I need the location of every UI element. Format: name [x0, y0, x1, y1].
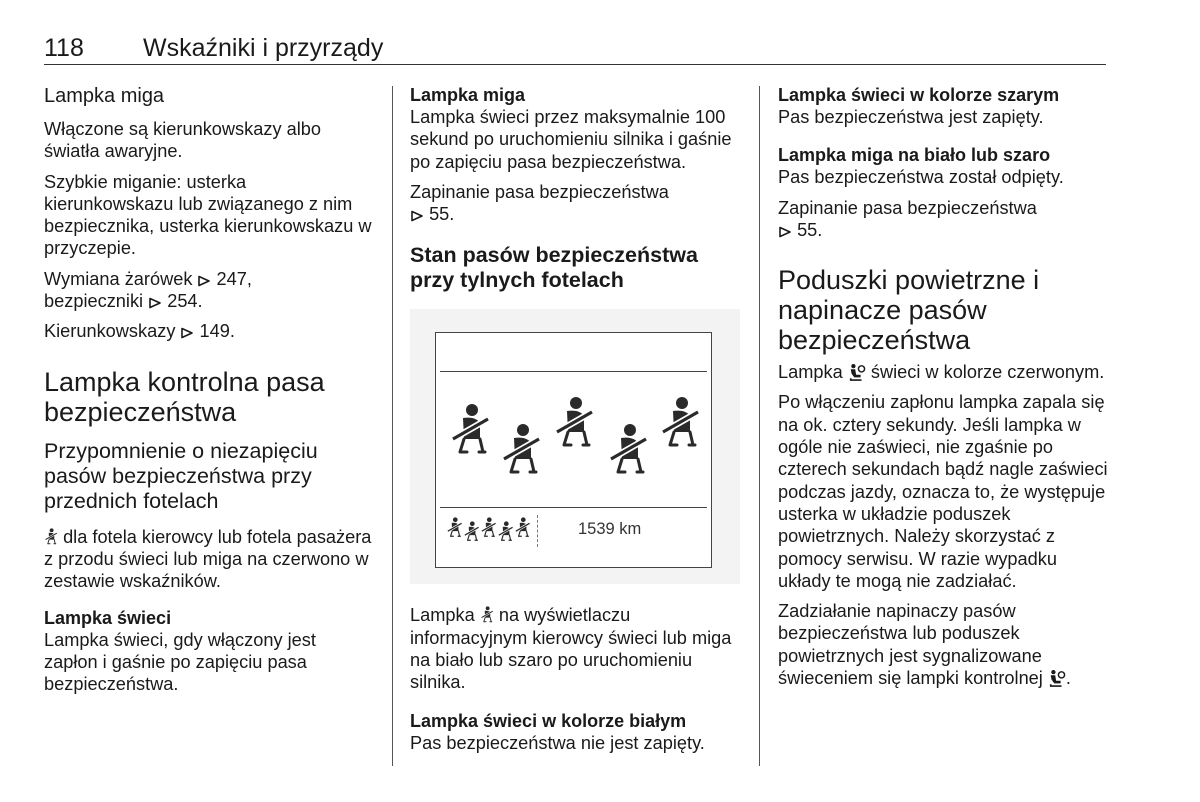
text-airbag-lamp-red: świeci w kolorze czerwonym.	[870, 362, 1105, 383]
section-heading-seatbelt-lamp: Lampka kontrolna pasa bezpieczeństwa	[44, 366, 325, 427]
paragraph-rear-lamp	[410, 604, 745, 693]
page-ref-bulbs[interactable]: 247,	[216, 268, 252, 289]
column-1	[44, 84, 374, 703]
paragraph-belt-unfastened: Pas bezpieczeństwa został odpięty.	[778, 167, 1064, 188]
paragraph-fast-blinking: Szybkie miganie: usterka kierunkowskazu lub związanego z nim bezpiecznika, usterka kierunkowskazu w przyczepie.	[44, 171, 372, 259]
seatbelt-icon	[480, 517, 497, 539]
page-reference-arrow-icon	[148, 296, 162, 310]
seatbelt-icon	[554, 396, 594, 452]
paragraph-lamp-100s: Lampka świeci przez maksymalnie 100 sekund po uruchomieniu silnika i gaśnie po zapięciu pasa bezpieczeństwa.	[410, 107, 732, 172]
paragraph-fasten-seatbelt-ref	[410, 181, 745, 226]
page-reference-arrow-icon	[778, 225, 792, 239]
display-separator-dashed	[537, 515, 538, 547]
paragraph-indicators-on: Włączone są kierunkowskazy albo światła awaryjne.	[44, 119, 321, 162]
page-header	[44, 34, 1106, 65]
text-lamp-label: Lampka	[410, 605, 475, 626]
text-airbag-deployment: Zadziałanie napinaczy pasów bezpieczeństwa lub poduszek powietrznych jest sygnalizowane świeceniem się lampki kontrolnej	[778, 601, 1043, 689]
display-divider-bottom	[440, 507, 707, 508]
link-text-turn-signals: Kierunkowskazy	[44, 321, 176, 342]
paragraph-lamp-lit: Lampka świeci, gdy włączony jest zapłon i gaśnie po zapięciu pasa bezpieczeństwa.	[44, 629, 316, 695]
text-front-seat-lamp: dla fotela kierowcy lub fotela pasażera z przodu świeci lub miga na czerwono w zestawie wskaźników.	[44, 526, 372, 592]
section-heading-airbags: Poduszki powietrzne i napinacze pasów bezpieczeństwa	[778, 265, 1040, 356]
seatbelt-icon	[44, 528, 58, 546]
airbag-icon	[848, 363, 866, 381]
link-text-fuses: bezpieczniki	[44, 291, 144, 312]
seatbelt-icon	[497, 521, 514, 543]
page-ref-turn-signals[interactable]: 149.	[199, 321, 235, 342]
column-3	[778, 84, 1113, 697]
subheading-rear-seat-status: Stan pasów bezpieczeństwa przy tylnych fotelach	[410, 243, 698, 293]
text-rear-lamp: na wyświetlaczu informacyjnym kierowcy świeci lub miga na biało lub szaro po uruchomieniu silnika.	[410, 605, 732, 693]
page-ref-fuses[interactable]: 254.	[167, 291, 203, 312]
subheading-front-seat-reminder: Przypomnienie o niezapięciu pasów bezpieczeństwa przy przednich fotelach	[44, 438, 318, 513]
seatbelt-icon	[463, 521, 480, 543]
page-ref-fasten-seatbelt[interactable]: 55.	[797, 219, 823, 240]
page-reference-arrow-icon	[197, 274, 211, 288]
odometer-readout: 1539 km	[578, 520, 642, 539]
seatbelt-icon	[501, 423, 541, 479]
paragraph-airbag-deployment	[778, 600, 1113, 689]
paragraph-turn-signals-ref	[44, 320, 374, 342]
driver-info-display	[435, 332, 712, 568]
column-2	[410, 84, 745, 762]
link-text-fasten-seatbelt: Zapinanie pasa bezpieczeństwa	[778, 197, 1037, 218]
link-text-bulbs: Wymiana żarówek	[44, 268, 193, 289]
column-divider-2	[759, 86, 760, 766]
paragraph-airbag-ignition: Po włączeniu zapłonu lampka zapala się na ok. cztery sekundy. Jeśli lampka w ogóle nie zaświeci, nie zgaśnie po czterech sekundach bądź nagle zaświeci podczas jazdy, oznacza to, że występuje usterka w układzie poduszek powietrznych. Należy skorzystać z pomocy serwisu. W razie wypadku układy te mogą nie zadziałać.	[778, 392, 1108, 591]
page-title: Wskaźniki i przyrządy	[143, 34, 384, 62]
heading-lamp-blinks: Lampka miga	[44, 85, 165, 107]
subheading-lit-grey: Lampka świeci w kolorze szarym	[778, 85, 1060, 105]
paragraph-front-seat-lamp	[44, 526, 374, 593]
paragraph-belt-fastened: Pas bezpieczeństwa jest zapięty.	[778, 107, 1044, 127]
seatbelt-icon	[514, 517, 531, 539]
subheading-lamp-lit: Lampka świeci	[44, 607, 172, 628]
paragraph-airbag-lamp-red	[778, 361, 1113, 383]
page-reference-arrow-icon	[410, 209, 424, 223]
seatbelt-icon	[660, 396, 700, 452]
paragraph-fasten-seatbelt-ref	[778, 197, 1113, 242]
rear-seatbelt-display-figure	[410, 309, 740, 584]
subheading-lamp-blinks: Lampka miga	[410, 85, 526, 105]
display-divider-top	[440, 371, 707, 372]
seatbelt-icon	[450, 403, 490, 459]
page-ref-fasten-seatbelt[interactable]: 55.	[429, 204, 455, 225]
airbag-icon	[1048, 669, 1066, 687]
page-reference-arrow-icon	[180, 326, 194, 340]
page-number: 118	[44, 34, 84, 62]
seatbelt-icon	[446, 517, 463, 539]
seatbelt-icon	[608, 423, 648, 479]
subheading-blink-white-grey: Lampka miga na biało lub szaro	[778, 145, 1051, 166]
paragraph-belt-not-fastened: Pas bezpieczeństwa nie jest zapięty.	[410, 732, 705, 753]
column-divider-1	[392, 86, 393, 766]
text-lamp-label: Lampka	[778, 362, 843, 383]
seatbelt-icon	[480, 606, 494, 624]
subheading-lit-white: Lampka świeci w kolorze białym	[410, 710, 687, 731]
paragraph-bulb-replacement	[44, 268, 374, 313]
link-text-fasten-seatbelt: Zapinanie pasa bezpieczeństwa	[410, 181, 669, 202]
text-period: .	[1065, 668, 1071, 689]
